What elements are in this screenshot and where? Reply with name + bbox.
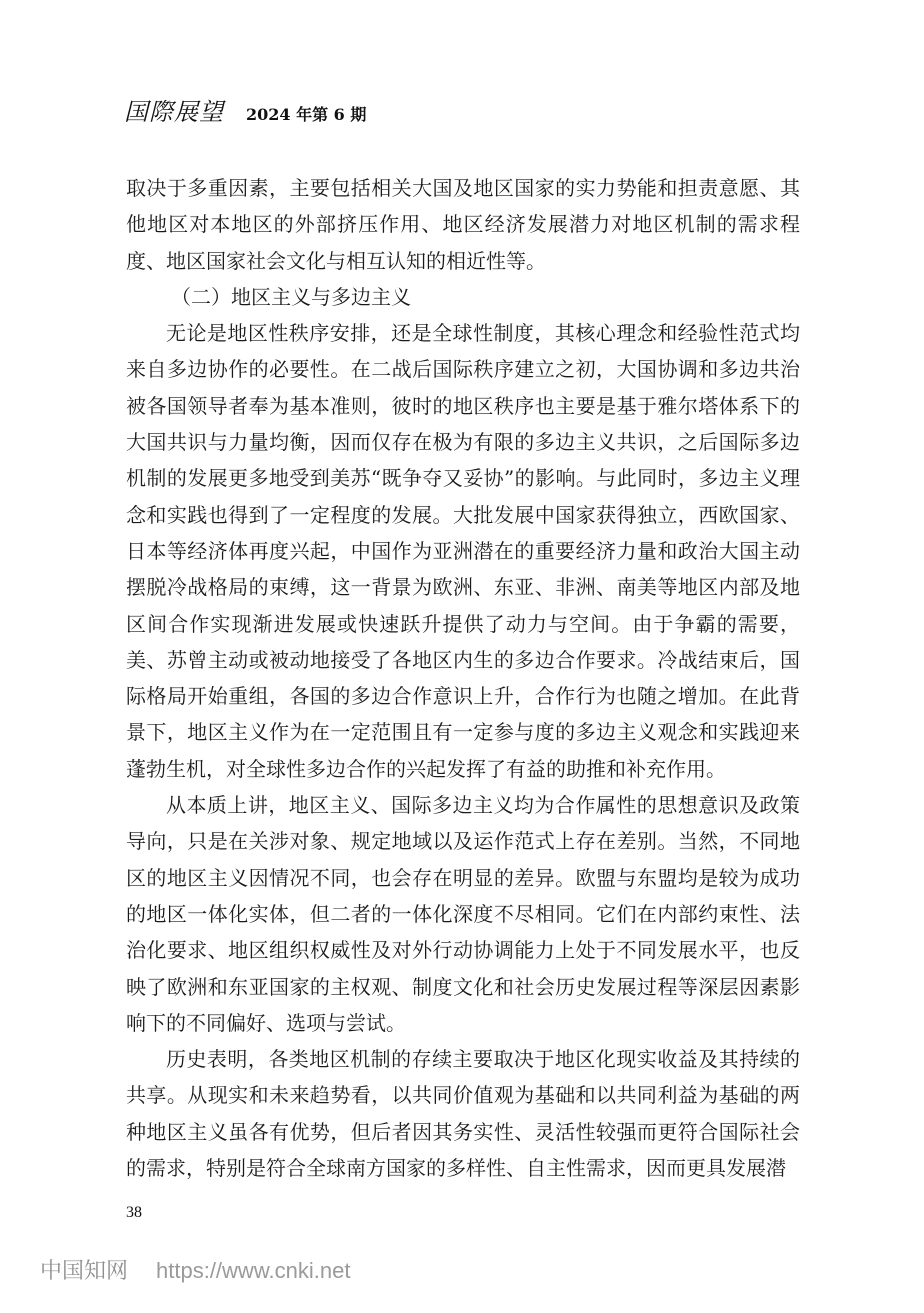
paragraph: 从本质上讲，地区主义、国际多边主义均为合作属性的思想意识及政策导向，只是在关涉对象、规定地域以及运作范式上存在差别。当然，不同地区的地区主义因情况不同，也会存在明显的差异。欧盟与东盟均是较为成功的地区一体化实体，但二者的一体化深度不尽相同。它们在内部约束性、法治化要求、地区组织权威性及对外行动协调能力上处于不同发展水平，也反映了欧洲和东亚国家的主权观、制度文化和社会历史发展过程等深层因素影响下的不同偏好、选项与尝试。 [126, 793, 800, 1035]
section-heading: （二）地区主义与多边主义 [171, 284, 411, 309]
journal-logo: 国際展望 [124, 98, 224, 126]
paragraph-continuation: 取决于多重因素，主要包括相关大国及地区国家的实力势能和担责意愿、其他地区对本地区的外部挤压作用、地区经济发展潜力对地区机制的需求程度、地区国家社会文化与相互认知的相近性等。 [126, 176, 800, 273]
page-number: 38 [126, 1204, 142, 1221]
running-header [124, 92, 366, 127]
watermark-url[interactable]: https://www.cnki.net [156, 1258, 351, 1283]
cnki-watermark [40, 1254, 350, 1285]
article-body [126, 170, 800, 1186]
issue-label: 2024 年第 6 期 [246, 105, 367, 124]
paragraph: 历史表明，各类地区机制的存续主要取决于地区化现实收益及其持续的共享。从现实和未来趋势看，以共同价值观为基础和以共同利益为基础的两种地区主义虽各有优势，但后者因其务实性、灵活性较强而更符合国际社会的需求，特别是符合全球南方国家的多样性、自主性需求，因而更具发展潜 [126, 1047, 800, 1181]
paragraph: 无论是地区性秩序安排，还是全球性制度，其核心理念和经验性范式均来自多边协作的必要性。在二战后国际秩序建立之初，大国协调和多边共治被各国领导者奉为基本准则，彼时的地区秩序也主要是基于雅尔塔体系下的大国共识与力量均衡，因而仅存在极为有限的多边主义共识，之后国际多边机制的发展更多地受到美苏“既争夺又妥协”的影响。与此同时，多边主义理念和实践也得到了一定程度的发展。大批发展中国家获得独立，西欧国家、日本等经济体再度兴起，中国作为亚洲潜在的重要经济力量和政治大国主动摆脱冷战格局的束缚，这一背景为欧洲、东亚、非洲、南美等地区内部及地区间合作实现渐进发展或快速跃升提供了动力与空间。由于争霸的需要，美、苏曾主动或被动地接受了各地区内生的多边合作要求。冷战结束后，国际格局开始重组，各国的多边合作意识上升，合作行为也随之增加。在此背景下，地区主义作为在一定范围且有一定参与度的多边主义观念和实践迎来蓬勃生机，对全球性多边合作的兴起发挥了有益的助推和补充作用。 [126, 321, 800, 781]
watermark-site-name: 中国知网 [40, 1259, 129, 1284]
